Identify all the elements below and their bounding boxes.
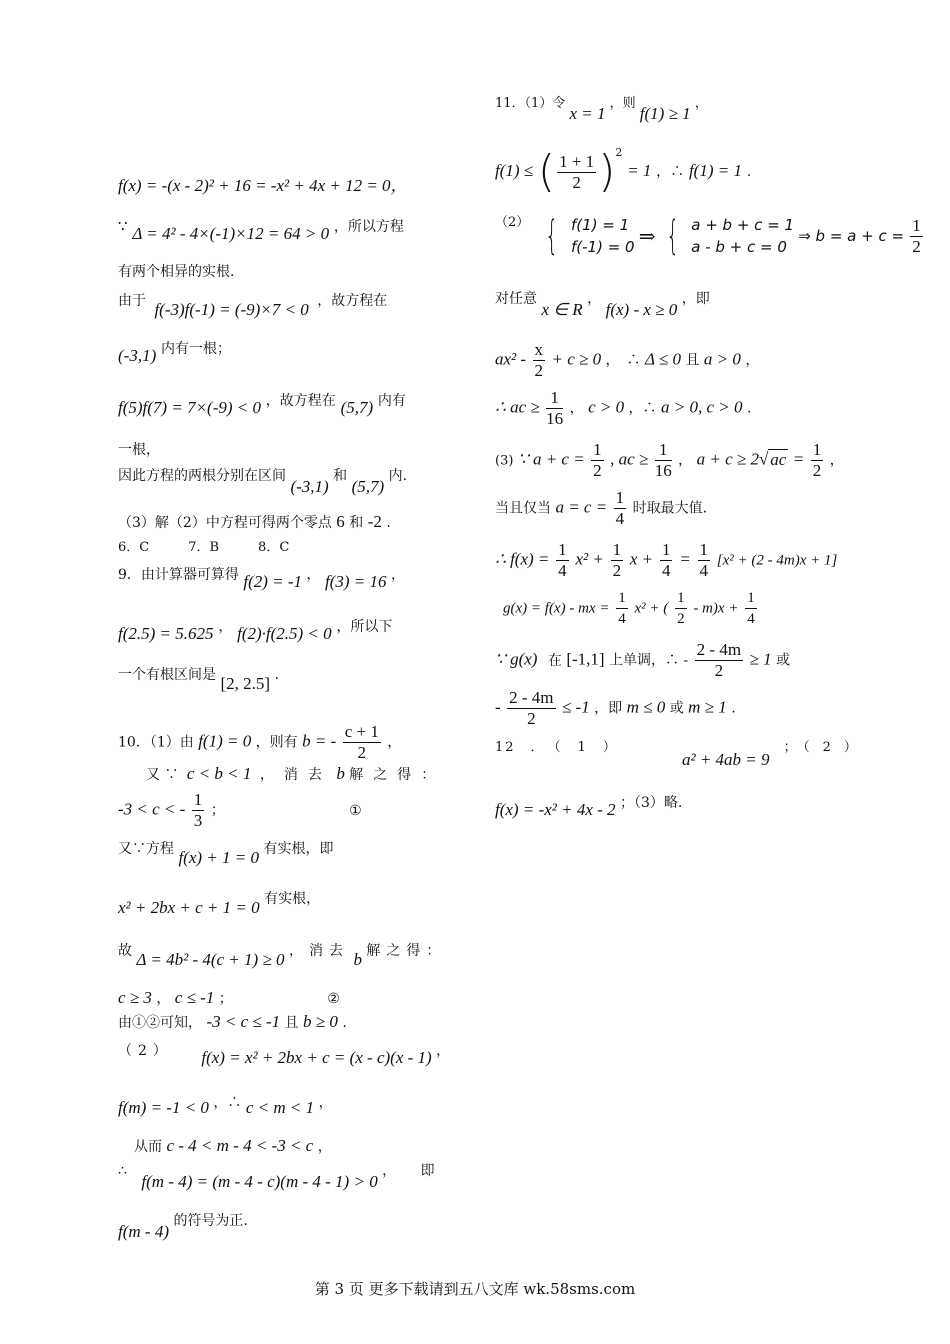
numerator: 1: [558, 540, 567, 559]
expr: f(1) = 1: [688, 161, 742, 180]
r-line-3: [495, 214, 925, 258]
expr: f(x) = -x² + 4x - 2: [495, 800, 616, 819]
fraction: [507, 688, 555, 729]
expr: c - 4 < m - 4 < -3 < c: [166, 1136, 314, 1155]
expr: , ac ≥: [610, 449, 649, 469]
eq-line-2: [118, 216, 404, 243]
text: ， ∴: [605, 352, 641, 369]
text-line-26: [118, 1210, 248, 1241]
text: ，: [678, 452, 693, 469]
expr: ≤ -1: [561, 697, 590, 717]
denominator: 2: [714, 661, 724, 680]
text: .: [274, 667, 279, 683]
value: -2: [367, 512, 382, 531]
numerator: 1: [615, 488, 625, 507]
radicand: ac: [770, 449, 787, 469]
expr: f(3) = 16: [324, 572, 387, 591]
text: 上单调，∴ -: [609, 652, 689, 669]
text: 和: [333, 468, 348, 484]
expr: ∵ g(x): [495, 649, 538, 669]
text-line-11: [118, 564, 405, 591]
text: 10．（1）由: [118, 734, 194, 751]
denominator: 4: [661, 561, 671, 580]
expr: + c ≥ 0: [551, 349, 602, 369]
numerator: 1: [699, 540, 708, 559]
discriminant-expr: Δ = 4² - 4×(-1)×12 = 64 > 0: [132, 224, 330, 243]
expr: b ≥ 0: [303, 1012, 338, 1031]
fraction: [611, 540, 624, 581]
text: ，: [694, 96, 708, 111]
text: .: [731, 700, 736, 717]
therefore-symbol: ∴: [118, 1163, 127, 1179]
circled-label: ②: [327, 991, 340, 1007]
numerator: 1: [593, 440, 602, 459]
text: 且: [284, 1015, 299, 1031]
expr: b = -: [302, 731, 337, 751]
numerator: 1: [812, 440, 822, 459]
circled-label: ①: [349, 802, 362, 819]
expr: f(1) = 0: [198, 731, 252, 751]
expr: Δ = 4b² - 4(c + 1) ≥ 0: [136, 950, 285, 969]
text: ，消去: [259, 767, 332, 783]
text-line-24: [134, 1136, 332, 1157]
text: .: [342, 1015, 347, 1031]
text: 内.: [388, 468, 408, 484]
page-footer: 第 3 页 更多下载请到五八文库 wk.58sms.com: [314, 1280, 636, 1298]
expr: x² + 2bx + c + 1 = 0: [118, 898, 260, 917]
eq-line-1: f(x) = -(x - 2)² + 16 = -x² + 4x + 12 = 0，: [118, 176, 408, 195]
text: ；: [218, 991, 233, 1007]
text-line-3: 有两个相异的实根.: [118, 264, 235, 280]
denominator: 2: [677, 611, 685, 627]
r-line-5: [495, 340, 759, 381]
expr: ∵ a + c =: [517, 449, 585, 469]
expr: c ≤ -1: [174, 988, 215, 1007]
expr: f(5)f(7) = 7×(-9) < 0: [118, 398, 261, 417]
sqrt-sign: √: [758, 449, 769, 469]
r-line-8: [495, 488, 707, 529]
implies-arrow: ⇒: [638, 224, 656, 248]
text-line-21: [118, 1012, 347, 1033]
text: ，: [218, 619, 233, 635]
expr: a² + 4ab = 9: [681, 750, 770, 769]
numerator: c + 1: [344, 722, 379, 741]
text: 时取最大值.: [632, 500, 708, 517]
text: ，即: [681, 291, 710, 307]
expr: =: [679, 549, 691, 569]
text: ，∴: [656, 164, 685, 180]
numerator: 1: [745, 588, 757, 609]
denominator: 2: [612, 561, 622, 580]
expr: x ∈ R: [541, 300, 583, 319]
text: ，: [390, 567, 405, 583]
denominator: 4: [558, 561, 567, 580]
r-line-4: [495, 288, 710, 319]
fraction: [811, 440, 824, 481]
expr: f(2) = -1: [243, 572, 303, 591]
variable: b: [336, 764, 345, 783]
expr: f(m) = -1 < 0: [118, 1098, 209, 1117]
text: ，: [387, 734, 402, 751]
text-line-19: [118, 940, 447, 969]
expr: a + c ≥ 2: [696, 449, 759, 469]
text: ，: [317, 1139, 332, 1155]
text: 和: [349, 515, 364, 531]
interval: [-1,1]: [566, 649, 605, 669]
interval: (5,7): [351, 477, 385, 496]
expr: -3 < c < -: [118, 799, 186, 819]
r-line-11: [495, 640, 790, 681]
text: ；（3）略.: [620, 795, 683, 811]
denominator: 16: [546, 409, 564, 428]
text: 当且仅当: [495, 500, 551, 517]
expr: ∴ f(x) =: [495, 549, 550, 569]
text: 内有一根；: [161, 341, 232, 357]
fraction: [557, 152, 596, 193]
denominator: 4: [747, 611, 755, 627]
text: 故: [118, 943, 132, 959]
equation-system: [691, 214, 794, 258]
denominator: 4: [615, 509, 625, 528]
text: 解之得：: [366, 943, 447, 959]
text: 有实根，即: [263, 841, 334, 857]
expr: x +: [629, 549, 654, 569]
numerator: 1: [655, 440, 672, 461]
denominator: 2: [357, 743, 367, 762]
expr: x² +: [575, 549, 604, 569]
fraction: [655, 440, 672, 481]
denominator: 2: [572, 172, 581, 192]
text: ，∴: [628, 400, 657, 417]
text: ，: [318, 1095, 333, 1111]
left-brace: {: [545, 213, 559, 259]
text: 或: [776, 652, 791, 669]
expr: f(1) ≥ 1: [639, 104, 691, 123]
text: 有实根，: [264, 891, 321, 907]
text: 或: [669, 700, 684, 717]
interval: (-3,1): [290, 477, 329, 496]
text: 由于: [118, 293, 146, 309]
text-line-8: [118, 465, 408, 496]
expr: ∴ ac ≥: [495, 397, 540, 417]
text: 从而: [134, 1139, 162, 1155]
expr: a > 0, c > 0: [661, 397, 743, 417]
text: ，即: [594, 700, 623, 717]
text-line-13: [118, 664, 279, 693]
text: （2）: [495, 214, 530, 230]
expr: a = c =: [555, 497, 608, 517]
interval: (5,7): [340, 398, 374, 417]
left-paren: (: [537, 146, 556, 197]
text: ；: [210, 802, 225, 819]
numerator: 1: [661, 540, 671, 559]
numerator: 2 - 4m: [696, 640, 742, 659]
expr: - m)x +: [693, 600, 739, 617]
text: ，故方程在: [265, 393, 336, 409]
expr: f(x) + 1 = 0: [178, 848, 259, 867]
text: ，: [829, 452, 844, 469]
fraction: [616, 588, 628, 629]
expr: a > 0: [703, 349, 741, 369]
text: 即: [420, 1163, 435, 1179]
expr: g(x) = f(x) - mx =: [503, 600, 610, 617]
text-line-12: [118, 616, 393, 643]
exponent: 2: [615, 146, 623, 159]
fraction: [660, 540, 673, 581]
text-line-6: [118, 390, 406, 417]
denominator: 4: [699, 561, 708, 580]
r-line-6: [495, 388, 751, 429]
text: 又∵方程: [118, 841, 174, 857]
denominator: 2: [912, 236, 921, 256]
expr: =: [792, 449, 805, 469]
text: ，则: [609, 96, 636, 111]
r-line-9: [495, 540, 837, 581]
value: 6: [336, 512, 345, 531]
expr: m ≥ 1: [688, 697, 727, 717]
r-line-12: [495, 688, 736, 729]
expr: ax² -: [495, 349, 527, 369]
text-line-18: [118, 888, 321, 917]
text: 对任意: [495, 291, 537, 307]
fraction: [910, 216, 923, 257]
text-line-5: [118, 338, 232, 365]
fraction: [556, 540, 569, 581]
numerator: 1: [193, 790, 203, 809]
system-eq: f(-1) = 0: [571, 238, 635, 256]
right-paren: ): [598, 146, 616, 197]
numerator: 1: [675, 588, 687, 609]
system-eq: a + b + c = 1: [691, 216, 795, 234]
expr: ⇒ b = a + c =: [798, 227, 905, 245]
denominator: 2: [527, 709, 536, 728]
text: .: [746, 400, 752, 417]
numerator: 1: [912, 215, 921, 235]
text: .: [386, 515, 391, 531]
left-brace: {: [666, 213, 679, 259]
text: ，故方程在: [317, 293, 388, 309]
text: 解之得：: [349, 767, 446, 783]
text-line-22: [118, 1040, 451, 1067]
fraction: [614, 488, 627, 529]
text: ，则有: [255, 734, 298, 751]
text: 在: [547, 652, 562, 669]
fraction: [343, 722, 381, 763]
text-line-15: [146, 764, 445, 785]
text-line-9: [118, 512, 391, 533]
text: 内有: [377, 393, 406, 409]
expr: m ≤ 0: [626, 697, 666, 717]
text: ，: [156, 991, 171, 1007]
text-line-17: [118, 838, 334, 867]
numerator: 1: [616, 588, 628, 609]
numerator: 2 - 4m: [509, 688, 554, 707]
text: ； （ 2 ）: [783, 740, 857, 755]
text: ，: [587, 291, 602, 307]
fraction: [745, 588, 757, 629]
expr: c < m < 1: [245, 1098, 315, 1117]
text: ，所以方程: [333, 219, 404, 235]
system-eq: f(1) = 1: [571, 216, 630, 234]
expr: ≥ 1: [749, 649, 772, 669]
expr: c > 0: [588, 397, 625, 417]
denominator: 3: [193, 811, 203, 830]
answers-6-8: 6．C 7．B 8．C: [118, 540, 290, 555]
text: 因此方程的两根分别在区间: [118, 468, 286, 484]
text: 11．（1）令: [495, 96, 566, 111]
text-line-14: [118, 722, 401, 763]
expr: c < b < 1: [186, 764, 252, 783]
denominator: 2: [534, 361, 544, 380]
numerator: 1 + 1: [559, 151, 595, 171]
denominator: 4: [618, 611, 626, 627]
expr: [x² + (2 - 4m)x + 1]: [716, 552, 838, 569]
equation-system: [571, 214, 635, 258]
text: (3): [495, 453, 514, 469]
r-line-7: [495, 440, 844, 481]
expr: = 1: [627, 161, 652, 180]
expr: f(m - 4): [118, 1222, 169, 1241]
expr: f(2.5) = 5.625: [118, 624, 214, 643]
fraction: [675, 588, 687, 629]
text: ，: [745, 352, 760, 369]
r-line-2: [495, 146, 752, 197]
r-line-13: [495, 736, 857, 769]
numerator: 1: [546, 388, 563, 409]
expr: f(x) = x² + 2bx + c = (x - c)(x - 1): [201, 1048, 432, 1067]
numerator: x: [534, 340, 544, 359]
fraction: [698, 540, 711, 581]
fraction: [591, 440, 604, 481]
text: ，消去: [288, 943, 349, 959]
expr: x = 1: [569, 104, 606, 123]
fraction: [546, 388, 563, 429]
expr: f(x) - x ≥ 0: [605, 300, 678, 319]
text: .: [746, 164, 752, 180]
text-line-20: [118, 988, 340, 1009]
text: ，∴: [213, 1095, 242, 1111]
expr: f(2)·f(2.5) < 0: [237, 624, 332, 643]
text: ，: [382, 1163, 397, 1179]
text: 的符号为正.: [173, 1213, 248, 1229]
interval: (-3,1): [118, 346, 157, 365]
text: 12 ． （ 1 ）: [495, 740, 618, 755]
numerator: 1: [612, 540, 622, 559]
text: 由①②可知，: [118, 1015, 202, 1031]
r-line-10: [503, 588, 759, 629]
interval: [2, 2.5]: [220, 674, 271, 693]
expr: -: [495, 697, 501, 717]
system-eq: a - b + c = 0: [691, 238, 787, 256]
denominator: 2: [812, 461, 822, 480]
r-line-1: [495, 92, 708, 123]
expr: x² + (: [634, 600, 669, 617]
variable: b: [353, 950, 362, 969]
fraction: [695, 640, 743, 681]
text: （2）: [118, 1043, 173, 1059]
text: ，: [569, 400, 584, 417]
text: 9．由计算器可算得: [118, 567, 239, 583]
expr: f(m - 4) = (m - 4 - c)(m - 4 - 1) > 0: [141, 1172, 378, 1191]
text: ，: [436, 1043, 451, 1059]
fraction: [533, 340, 546, 381]
text: ，: [306, 567, 321, 583]
text-line-23: [118, 1092, 333, 1117]
expr: f(1) ≤: [495, 161, 534, 180]
expr: Δ ≤ 0: [644, 349, 681, 369]
denominator: 16: [654, 461, 672, 480]
text: 一个有根区间是: [118, 667, 216, 683]
denominator: 2: [593, 461, 602, 480]
expr: f(-3)f(-1) = (-9)×7 < 0: [154, 300, 309, 319]
text: 又 ∵: [146, 767, 179, 783]
text: （3）解（2）中方程可得两个零点: [118, 515, 332, 531]
expr: -3 < c ≤ -1: [206, 1012, 281, 1031]
text-line-25: [118, 1160, 435, 1191]
text-line-16: [118, 790, 362, 831]
fraction: [192, 790, 205, 831]
text: 且: [685, 352, 700, 369]
r-line-14: [495, 792, 683, 819]
because-symbol: ∵: [118, 217, 128, 235]
text: ，所以下: [336, 619, 393, 635]
text-line-7: 一根，: [118, 442, 160, 458]
text-line-4: [118, 290, 388, 319]
expr: c ≥ 3: [118, 988, 152, 1007]
